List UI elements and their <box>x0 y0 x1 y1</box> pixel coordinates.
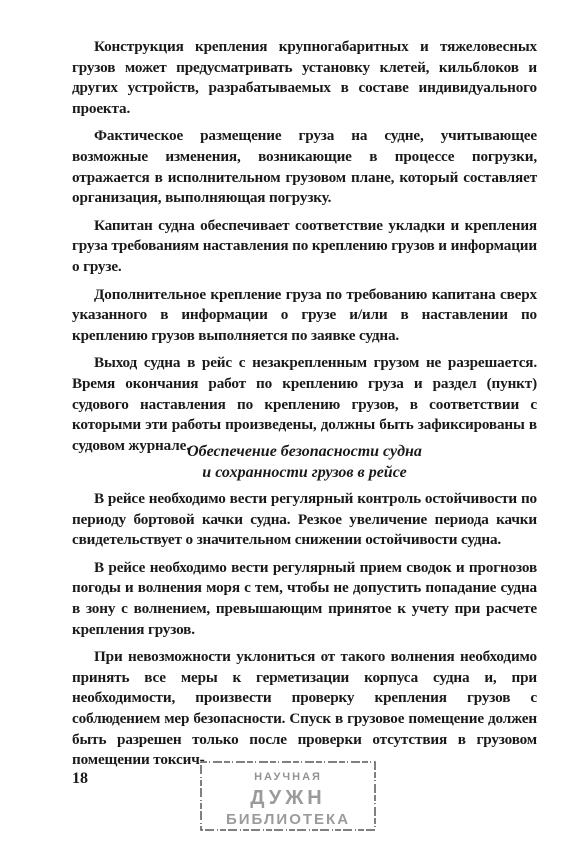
paragraph: Капитан судна обеспечивает соответствие укладки и крепления груза требованиям наставления по креплению грузов и информации о грузе. <box>72 216 537 275</box>
paragraph: При невозможности уклониться от такого волнения необходимо принять все меры к герметизации корпуса судна и, при необходимости, произвести проверку крепления грузов с соблюдением мер безопасности. Спуск в грузовое помещение должен быть разрешен только после проверки отсутствия в грузовом помещении токсич- <box>72 648 537 769</box>
text-block-bottom <box>72 489 537 771</box>
stamp-line-2: ДУЖН <box>250 787 326 809</box>
library-stamp <box>198 758 378 834</box>
section-heading-line-2: и сохранности грузов в рейсе <box>202 464 407 481</box>
page-number: 18 <box>72 770 88 787</box>
paragraph: Выход судна в рейс с незакрепленным грузом не разрешается. Время окончания работ по креплению груза и раздел (пункт) судового наставления по креплению грузов, в соответствии с которыми эти работы произведены, должны быть зафиксированы в судовом журнале. <box>72 354 537 454</box>
section-heading <box>72 441 537 483</box>
paragraph: Фактическое размещение груза на судне, учитывающее возможные изменения, возникающие в процессе погрузки, отражается в исполнительном грузовом плане, который составляет организация, выполняющая погрузку. <box>72 127 537 207</box>
paragraph: Конструкция крепления крупногабаритных и тяжеловесных грузов может предусматривать установку клетей, кильблоков и других устройств, разрабатываемых в составе индивидуального проекта. <box>72 38 537 117</box>
paragraph: В рейсе необходимо вести регулярный контроль остойчивости по периоду бортовой качки судна. Резкое увеличение периода качки свидетельствует о значительном снижении остойчивости судна. <box>72 490 537 549</box>
text-block-top <box>72 37 537 456</box>
stamp-line-1: НАУЧНАЯ <box>254 771 322 783</box>
paragraph: Дополнительное крепление груза по требованию капитана сверх указанного в информации о грузе и/или в наставлении по креплению грузов выполняется по заявке судна. <box>72 285 537 344</box>
paragraph: В рейсе необходимо вести регулярный прием сводок и прогнозов погоды и волнения моря с тем, чтобы не допустить попадание судна в зону с волнением, превышающим принятое к учету при расчете крепления грузов. <box>72 558 537 638</box>
stamp-line-3: БИБЛИОТЕКА <box>225 811 351 828</box>
section-heading-line-1: Обеспечение безопасности судна <box>187 443 422 460</box>
